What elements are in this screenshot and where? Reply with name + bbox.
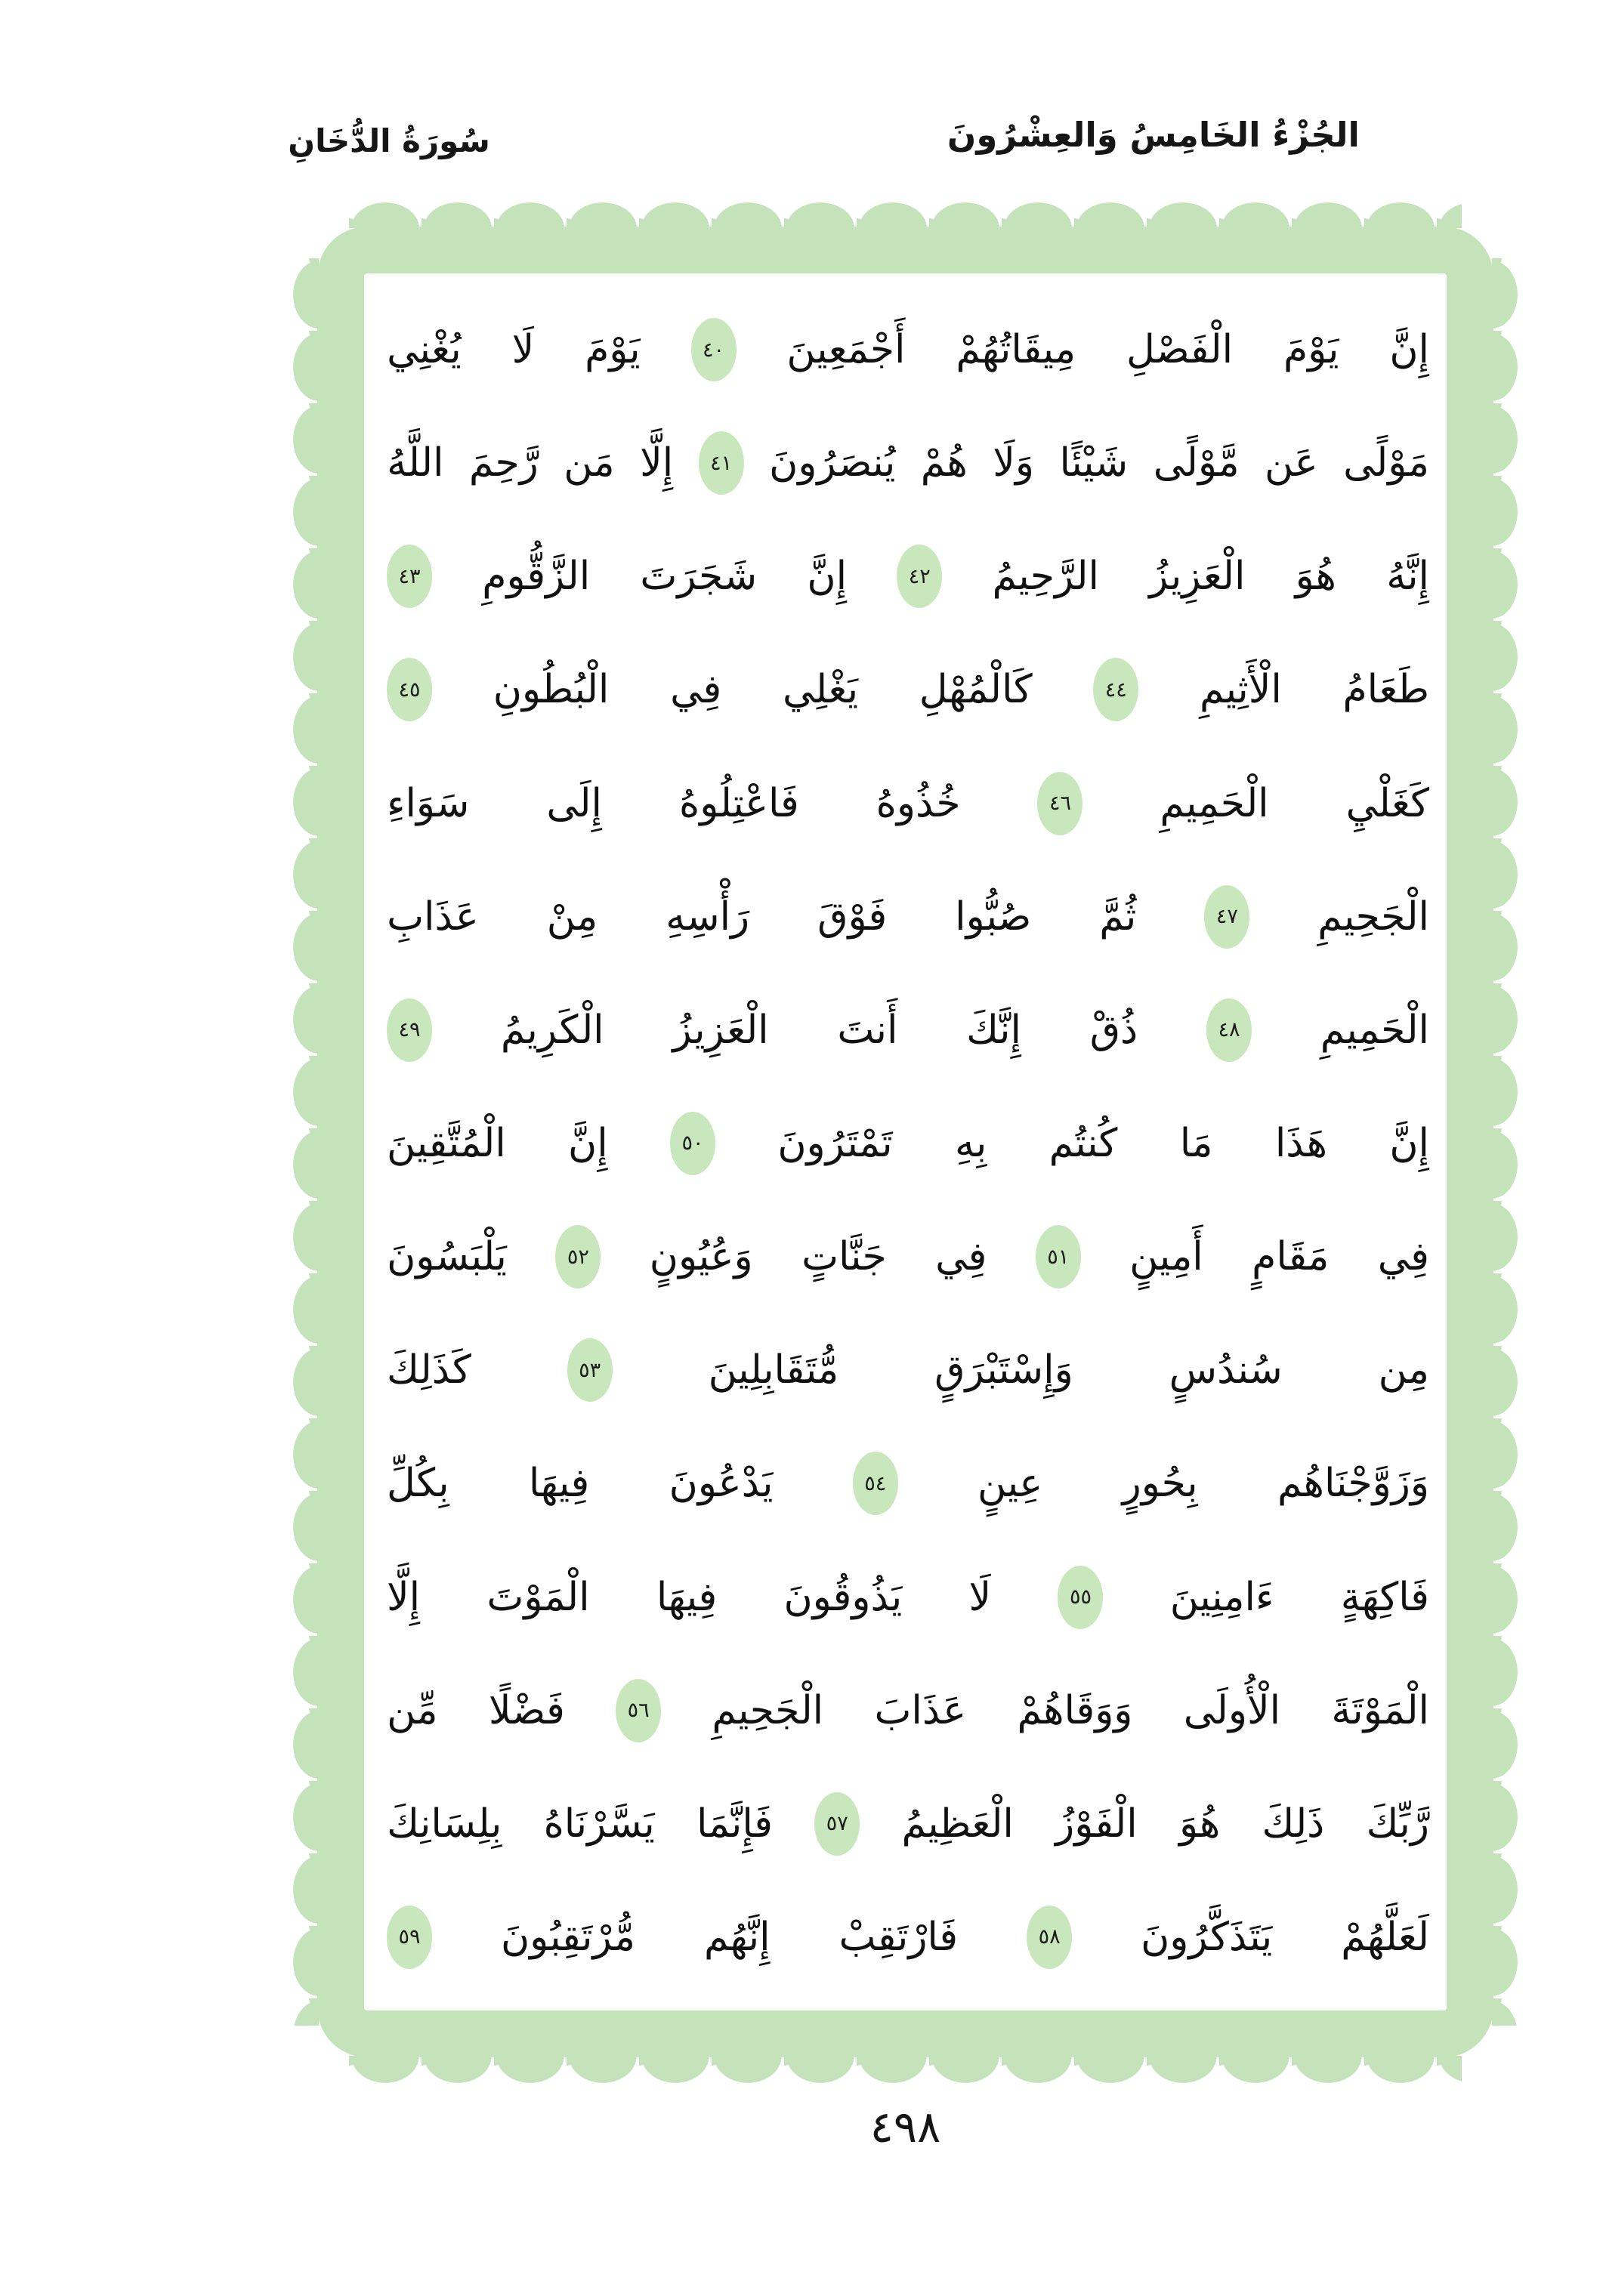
ayah-word: خُذُوهُ — [876, 780, 961, 826]
ayah-word: بِهِ — [954, 1120, 987, 1166]
ayah-word: لَعَلَّهُمْ — [1341, 1914, 1429, 1960]
ayah-word: عَذَابِ — [387, 893, 479, 940]
quran-text-block — [387, 298, 1429, 1989]
verse-number: ٤٣ — [398, 564, 421, 588]
ayah-word: الْجَحِيمِ — [1317, 893, 1429, 940]
ayah-word: بِحُورٍ — [1122, 1461, 1198, 1507]
verse-number-marker — [1058, 1566, 1103, 1629]
ayah-word: الرَّحِيمُ — [992, 554, 1099, 600]
ayah-word: مِنْ — [546, 893, 598, 940]
ayah-word: يَسَّرْنَاهُ — [543, 1801, 655, 1847]
verse-number: ٤٨ — [1218, 1018, 1240, 1042]
ayah-word: سَوَاءِ — [387, 780, 470, 826]
ayah-word: صُبُّوا — [955, 893, 1032, 940]
ayah-word: كُنتُم — [1049, 1120, 1118, 1166]
ayah-word: إِنَّ — [568, 1120, 608, 1166]
ayah-word: وَزَوَّجْنَاهُم — [1277, 1461, 1429, 1507]
ayah-word: عَن — [1265, 440, 1318, 486]
ayah-word: مَقَامٍ — [1252, 1234, 1330, 1280]
ayah-word: يُغْنِي — [387, 327, 462, 372]
ayah-word: إِنَّكَ — [966, 1007, 1021, 1053]
ayah-word: الْعَظِيمُ — [901, 1801, 1014, 1847]
ayah-word: مُّرْتَقِبُونَ — [500, 1914, 636, 1960]
ayah-word: الْفَوْزُ — [1055, 1801, 1138, 1847]
ayah-word: رَّبِّكَ — [1366, 1801, 1429, 1847]
verse-number: ٥٤ — [864, 1471, 887, 1495]
ayah-word: مَن — [564, 440, 615, 486]
ayah-word: يَذُوقُونَ — [783, 1574, 903, 1620]
verse-number: ٤٢ — [908, 564, 931, 588]
ayah-word: رَّحِمَ — [468, 440, 539, 486]
ayah-word: فَاعْتِلُوهُ — [678, 780, 799, 826]
ayah-word: طَعَامُ — [1342, 667, 1429, 713]
verse-number-marker — [699, 431, 744, 495]
verse-number: ٤٤ — [1104, 677, 1127, 702]
ayah-word: الْعَزِيزُ — [672, 1007, 769, 1053]
ayah-word: كَغَلْيِ — [1345, 780, 1429, 826]
verse-number: ٤٧ — [1215, 905, 1238, 929]
ayah-word: مَّوْلًى — [1153, 440, 1240, 486]
ayah-word: بِلِسَانِكَ — [387, 1801, 502, 1847]
verse-number-marker — [1037, 772, 1083, 835]
ayah-word: فِي — [935, 1234, 987, 1280]
verse-number: ٥٠ — [681, 1131, 704, 1156]
page-number: ٤٩٨ — [869, 2101, 941, 2152]
ayah-word: تَمْتَرُونَ — [777, 1120, 893, 1166]
ayah-word: سُندُسٍ — [1169, 1347, 1283, 1393]
quran-line — [387, 751, 1429, 856]
ayah-word: الْحَمِيمِ — [1320, 1007, 1429, 1053]
verse-number: ٤٦ — [1049, 792, 1071, 816]
quran-line — [387, 637, 1429, 742]
ayah-word: فِيهَا — [656, 1574, 718, 1620]
ayah-word: فِي — [1377, 1234, 1429, 1280]
ayah-word: هُمْ — [920, 440, 968, 486]
verse-number-marker — [387, 998, 432, 1062]
ayah-word: الْبُطُونِ — [493, 667, 610, 713]
ayah-word: مُّتَقَابِلِينَ — [708, 1347, 839, 1393]
ayah-word: كَالْمُهْلِ — [919, 667, 1033, 713]
verse-number-marker — [670, 1112, 715, 1175]
ayah-word: إِلَّا — [387, 1574, 421, 1620]
verse-number-marker — [691, 318, 737, 381]
verse-number: ٤١ — [710, 451, 733, 475]
frame-scallop-right — [1492, 258, 1518, 2026]
ayah-word: مَوْلًى — [1343, 440, 1429, 486]
ayah-word: إِنَّ — [807, 554, 848, 600]
ayah-word: فِي — [670, 667, 722, 713]
juz-title-header: الجُزْءُ الخَامِسُ وَالعِشْرُونَ — [947, 115, 1360, 155]
quran-line — [387, 978, 1429, 1082]
ayah-word: الْكَرِيمُ — [500, 1007, 604, 1053]
verse-number-marker — [387, 545, 432, 608]
ayah-word: فِيهَا — [528, 1461, 590, 1507]
ayah-word: يُنصَرُونَ — [769, 440, 896, 486]
verse-number-marker — [1027, 1906, 1072, 1969]
verse-number-marker — [1093, 658, 1138, 721]
ayah-word: إِنَّهُ — [1386, 554, 1429, 600]
verse-number: ٥١ — [1047, 1245, 1070, 1269]
quran-line — [387, 1205, 1429, 1309]
ayah-word: بِكُلِّ — [387, 1461, 449, 1507]
ayah-word: مِن — [1378, 1347, 1429, 1393]
ayah-word: يَوْمَ — [585, 327, 641, 372]
verse-number-marker — [1036, 1225, 1081, 1288]
ayah-word: إِنَّهُم — [704, 1914, 771, 1960]
ayah-word: هَذَا — [1274, 1120, 1327, 1166]
ayah-word: الْأَثِيمِ — [1199, 667, 1282, 713]
ayah-word: وَوَقَاهُمْ — [1017, 1687, 1133, 1733]
verse-number-marker — [387, 1906, 432, 1969]
verse-number-marker — [897, 545, 942, 608]
verse-number-marker — [1206, 998, 1252, 1062]
verse-number-marker — [814, 1792, 860, 1856]
ayah-word: الْعَزِيزُ — [1149, 554, 1246, 600]
ayah-word: كَذَلِكَ — [387, 1347, 471, 1393]
ayah-word: فَوْقَ — [817, 893, 888, 940]
quran-line — [387, 524, 1429, 628]
verse-number: ٥٧ — [826, 1812, 848, 1836]
verse-number-marker — [1204, 885, 1249, 949]
quran-line — [387, 1318, 1429, 1422]
verse-number: ٥٩ — [398, 1925, 421, 1949]
ayah-word: عَذَابَ — [874, 1687, 967, 1733]
quran-line — [387, 1545, 1429, 1649]
verse-number: ٥٥ — [1069, 1585, 1092, 1609]
ayah-word: هُوَ — [1295, 554, 1336, 600]
verse-number: ٥٦ — [627, 1699, 650, 1723]
ayah-word: ذَلِكَ — [1262, 1801, 1325, 1847]
ayah-word: عِينٍ — [977, 1461, 1043, 1507]
verse-number-marker — [387, 658, 432, 721]
verse-number-marker — [555, 1225, 601, 1288]
ayah-word: إِلَى — [546, 780, 602, 826]
ayah-word: الْمَوْتَ — [486, 1574, 590, 1620]
ayah-word: يَغْلِي — [782, 667, 859, 713]
ayah-word: مِّن — [387, 1687, 438, 1733]
quran-line — [387, 298, 1429, 402]
verse-number: ٤٥ — [398, 677, 421, 702]
ayah-word: أَنتَ — [837, 1007, 898, 1053]
verse-number-marker — [853, 1452, 898, 1515]
frame-scallop-bottom — [349, 2056, 1462, 2083]
frame-scallop-left — [293, 258, 319, 2026]
ayah-word: شَجَرَتَ — [640, 554, 758, 600]
surah-title-header: سُورَةُ الدُّخَانِ — [288, 122, 490, 159]
ayah-word: شَيْئًا — [1059, 440, 1129, 486]
ayah-word: يَتَذَكَّرُونَ — [1141, 1914, 1273, 1960]
ayah-word: يَدْعُونَ — [669, 1461, 774, 1507]
ayah-word: مِيقَاتُهُمْ — [956, 327, 1076, 372]
ayah-word: الْحَمِيمِ — [1160, 780, 1269, 826]
ayah-word: وَعُيُونٍ — [649, 1234, 753, 1280]
quran-line — [387, 1885, 1429, 1989]
quran-line — [387, 1659, 1429, 1763]
quran-line — [387, 411, 1429, 515]
ayah-word: فَضْلًا — [488, 1687, 565, 1733]
ayah-word: لَا — [968, 1574, 992, 1620]
ayah-word: الْمُتَّقِينَ — [387, 1120, 506, 1166]
verse-number: ٥٢ — [567, 1245, 589, 1269]
ayah-word: فَارْتَقِبْ — [839, 1914, 959, 1960]
ayah-word: جَنَّاتٍ — [801, 1234, 887, 1280]
ayah-word: إِنَّ — [1389, 1120, 1429, 1166]
verse-number-marker — [567, 1338, 613, 1402]
ayah-word: وَلَا — [993, 440, 1035, 486]
ayah-word: الْفَصْلِ — [1126, 327, 1234, 372]
ayah-word: إِلَّا — [640, 440, 674, 486]
quran-line — [387, 865, 1429, 969]
ayah-word: يَوْمَ — [1283, 327, 1339, 372]
ayah-word: الْأُولَى — [1183, 1687, 1281, 1733]
quran-line — [387, 1091, 1429, 1196]
frame-scallop-top — [349, 202, 1462, 228]
quran-line — [387, 1772, 1429, 1876]
ayah-word: ذُقْ — [1089, 1007, 1138, 1053]
ayah-word: لَا — [511, 327, 535, 372]
verse-number: ٥٣ — [579, 1358, 601, 1382]
ayah-word: أَمِينٍ — [1129, 1234, 1203, 1280]
ayah-word: اللَّهُ — [387, 440, 444, 486]
ayah-word: يَلْبَسُونَ — [387, 1234, 507, 1280]
ayah-word: ثُمَّ — [1099, 893, 1137, 940]
ayah-word: وَإِسْتَبْرَقٍ — [934, 1347, 1073, 1393]
verse-number-marker — [616, 1679, 661, 1742]
verse-number: ٤٩ — [398, 1018, 421, 1042]
ayah-word: هُوَ — [1178, 1801, 1221, 1847]
quran-line — [387, 1431, 1429, 1535]
ayah-word: الْمَوْتَةَ — [1331, 1687, 1429, 1733]
ayah-word: مَا — [1179, 1120, 1213, 1166]
verse-number: ٤٠ — [703, 338, 725, 362]
ayah-word: أَجْمَعِينَ — [786, 327, 906, 372]
ayah-word: إِنَّ — [1389, 327, 1429, 372]
ayah-word: الْجَحِيمِ — [712, 1687, 824, 1733]
ayah-word: ءَامِنِينَ — [1169, 1574, 1274, 1620]
ayah-word: الزَّقُّومِ — [482, 554, 591, 600]
ayah-word: رَأْسِهِ — [666, 893, 750, 940]
verse-number: ٥٨ — [1038, 1925, 1061, 1949]
ayah-word: فَاكِهَةٍ — [1340, 1574, 1429, 1620]
ayah-word: فَإِنَّمَا — [696, 1801, 774, 1847]
